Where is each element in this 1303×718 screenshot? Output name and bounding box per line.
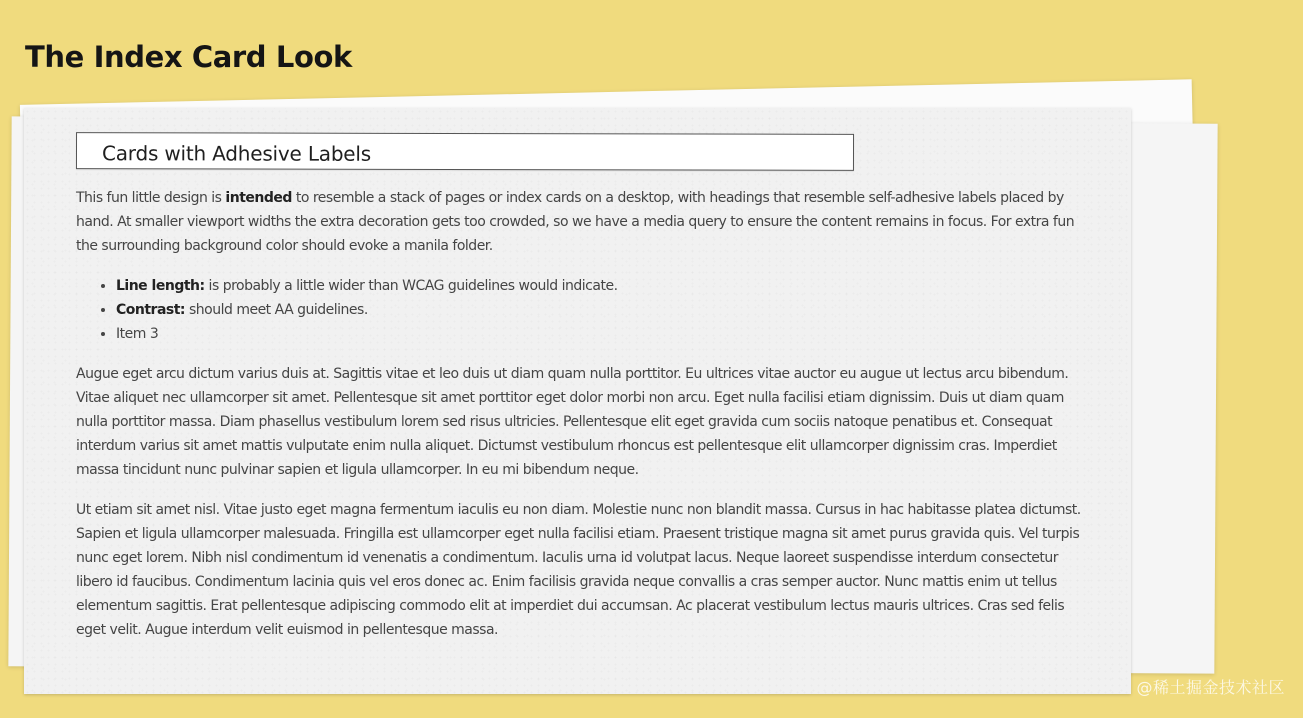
feature-list: [76, 274, 1086, 346]
card-heading: Cards with Adhesive Labels: [101, 141, 372, 166]
adhesive-label: [76, 132, 854, 171]
intro-emphasis: intended: [225, 190, 292, 206]
list-item: [116, 274, 1086, 298]
list-item-text: is probably a little wider than WCAG guidelines would indicate.: [204, 278, 618, 294]
body-paragraph-1: Augue eget arcu dictum varius duis at. Sagittis vitae et leo duis ut diam quam nulla porttitor. Eu ultrices vitae auctor eu augue ut lectus arcu bibendum. Vitae aliquet nec ullamcorper sit amet. Pellentesque sit amet porttitor eget dolor morbi non arcu. Eget nulla facilisi etiam dignissim. Duis ut diam quam nulla porttitor massa. Diam phasellus vestibulum lorem sed risus ultricies. Pellentesque elit eget gravida cum sociis natoque penatibus et. Consequat interdum varius sit amet mattis vulputate enim nulla aliquet. Dictumst vestibulum rhoncus est pellentesque elit ullamcorper dignissim cras. Imperdiet massa tincidunt nunc pulvinar sapien et ligula ullamcorper. In eu mi bibendum neque.: [76, 366, 1069, 478]
list-item: [116, 298, 1086, 322]
intro-paragraph: [76, 186, 1086, 258]
list-item-text: should meet AA guidelines.: [185, 302, 368, 318]
index-card: [24, 108, 1131, 694]
card-content: [76, 133, 1086, 658]
body-paragraph-2: Ut etiam sit amet nisl. Vitae justo eget magna fermentum iaculis eu non diam. Molestie nunc non blandit massa. Cursus in hac habitasse platea dictumst. Sapien et ligula ullamcorper malesuada. Fringilla est ullamcorper eget nulla facilisi etiam. Praesent tristique magna sit amet purus gravida quis. Vel turpis nunc eget lorem. Nibh nisl condimentum id venenatis a condimentum. Iaculis urna id volutpat lacus. Neque laoreet suspendisse interdum consectetur libero id faucibus. Condimentum lacinia quis vel eros donec ac. Enim facilisis gravida neque convallis a cras semper auctor. Nunc mattis enim ut tellus elementum sagittis. Erat pellentesque adipiscing commodo elit at imperdiet dui accumsan. Ac placerat vestibulum lectus mauris ultrices. Cras sed felis eget velit. Augue interdum velit euismod in pellentesque massa.: [76, 502, 1081, 638]
list-item-term: Contrast:: [116, 302, 186, 318]
watermark: @稀土掘金技术社区: [1136, 678, 1285, 697]
list-item-text: Item 3: [116, 326, 159, 342]
intro-text-before: This fun little design is: [76, 190, 226, 206]
list-item-term: Line length:: [116, 278, 205, 294]
list-item: [116, 322, 1086, 346]
page-title: The Index Card Look: [25, 40, 352, 74]
intro-text-after: to resemble a stack of pages or index cards on a desktop, with headings that resemble self-adhesive labels placed by hand. At smaller viewport widths the extra decoration gets too crowded, so we have a media query to ensure the content remains in focus. For extra fun the surrounding background color should evoke a manila folder.: [76, 190, 1075, 254]
